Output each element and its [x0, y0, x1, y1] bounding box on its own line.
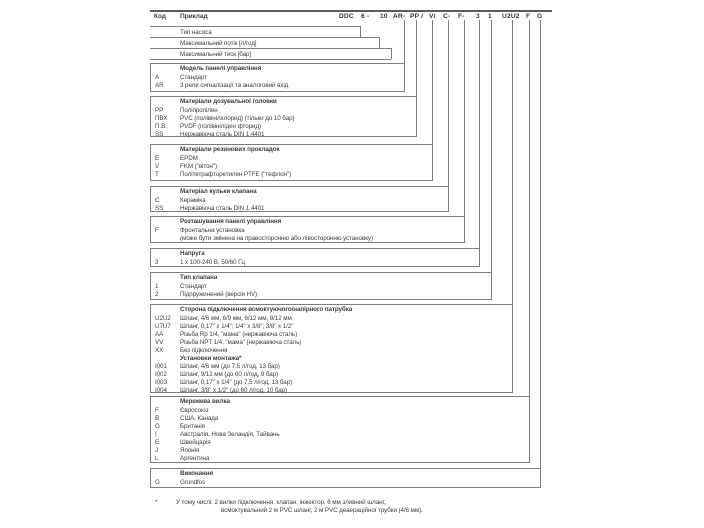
- description-cell: Швейцарія: [180, 438, 211, 446]
- section-dosing-head-materials: [150, 96, 417, 137]
- description-cell: Євросоюз: [180, 406, 209, 414]
- section-title: Тип клапана: [180, 274, 218, 281]
- code-cell: AA: [155, 330, 164, 338]
- key-row: [151, 314, 512, 322]
- code-cell: E: [155, 438, 160, 446]
- description-cell: Без підключення: [180, 346, 228, 354]
- description-cell: Підпружинений (версія HV): [180, 290, 258, 298]
- example-column-header: Приклад: [180, 13, 208, 20]
- code-cell: 3: [155, 258, 159, 266]
- code-cell: U2U2: [155, 314, 171, 322]
- code-cell: C: [155, 196, 160, 204]
- key-row: [151, 478, 540, 486]
- key-row: [151, 162, 432, 170]
- key-row: [151, 290, 491, 298]
- key-row: [151, 170, 432, 178]
- section-panel-position: [150, 216, 465, 243]
- section-gasket-materials: [150, 144, 433, 181]
- code-segment-valve-type: 1: [488, 13, 492, 20]
- description-cell: США, Канада: [180, 414, 219, 422]
- description-cell: 1 x 100-240 В, 50/60 Гц: [180, 258, 245, 266]
- key-row: [151, 386, 512, 394]
- code-column-header: Код: [154, 13, 166, 20]
- key-row: [151, 414, 529, 422]
- max-flow-label: Максимальний потік [л/год]: [180, 39, 257, 47]
- code-segment-connection: U2U2: [502, 13, 520, 20]
- section-title: Матеріали резинових прокладок: [180, 146, 280, 153]
- key-row: [151, 196, 448, 204]
- connector-line: [512, 20, 513, 304]
- connector-line: [540, 20, 541, 468]
- code-cell: V: [155, 162, 160, 170]
- description-cell: Кераміка: [180, 196, 206, 204]
- code-cell: A: [155, 73, 160, 81]
- key-row: [151, 322, 512, 330]
- key-row: [151, 106, 416, 114]
- code-cell: SS: [155, 204, 164, 212]
- section-title: Виконання: [180, 470, 214, 477]
- connector-line: [360, 26, 361, 37]
- code-segment-voltage: 3: [476, 13, 480, 20]
- key-row: [151, 73, 404, 81]
- code-cell: AR: [155, 81, 164, 89]
- description-cell: Аргентина: [180, 454, 210, 462]
- key-row: [151, 234, 464, 242]
- code-cell: B: [155, 414, 160, 422]
- code-cell: 1: [155, 282, 159, 290]
- section-title: Розташування панелі управління: [180, 218, 282, 225]
- connector-line: [416, 20, 417, 96]
- code-segment-flow: 6 -: [361, 13, 370, 20]
- section-title: Матеріал кульки клапана: [180, 188, 257, 195]
- code-cell: J: [155, 446, 159, 454]
- max-pressure-label: Максимальний тиск [бар]: [180, 50, 252, 58]
- description-cell: Стандарт: [180, 73, 207, 81]
- key-row: [151, 226, 464, 234]
- connector-line: [529, 20, 530, 396]
- section-rows: [151, 226, 464, 242]
- description-cell: Шланг, 4/6 мм (до 7,5 л/год, 13 бар): [180, 362, 280, 370]
- connector-line: [491, 20, 492, 272]
- footnote-marker: *: [155, 499, 158, 506]
- top-rule: [150, 10, 552, 12]
- code-cell: I001: [155, 362, 167, 370]
- connector-line: [150, 48, 391, 49]
- description-cell: Нержавіюча сталь DIN 1.4401: [180, 130, 265, 138]
- description-cell: Шланг, 4/6 мм, 6/9 мм, 6/12 мм, 9/12 мм: [180, 314, 292, 322]
- description-cell: (може бути змінена на правосторонню або лівосторонню установку): [180, 234, 373, 242]
- description-cell: PVDF (полівініліден фторид): [180, 122, 262, 130]
- section-title: Сторона підключення всмоктуючого/напірного патрубка: [180, 306, 353, 313]
- code-cell: PP: [155, 106, 164, 114]
- code-cell: T: [155, 170, 159, 178]
- connector-line: [150, 26, 360, 27]
- key-row: [151, 204, 448, 212]
- section-rows: [151, 314, 512, 394]
- section-valve-ball-material: [150, 186, 449, 212]
- connector-line: [404, 20, 405, 63]
- key-row: [151, 114, 416, 122]
- code-segment-pump-type: DDC: [339, 13, 354, 20]
- code-cell: XX: [155, 346, 164, 354]
- key-row: [151, 338, 512, 346]
- key-row: [151, 430, 529, 438]
- section-rows: [151, 258, 479, 266]
- section-voltage: [150, 248, 480, 267]
- code-segment-pressure: 10: [380, 13, 388, 20]
- key-row: [151, 422, 529, 430]
- section-title: Напруга: [180, 250, 205, 257]
- key-row: [151, 378, 512, 386]
- code-cell: VV: [155, 338, 164, 346]
- section-connection-side: [150, 304, 513, 393]
- description-cell: Шланг, 0,17" x 1/4" (до 7,5 л/год, 13 бар): [180, 378, 293, 386]
- description-cell: Шланг, 9/12 мм (до 60 л/год, 9 бар): [180, 370, 279, 378]
- code-cell: L: [155, 454, 159, 462]
- code-cell: G: [155, 422, 160, 430]
- description-cell: Політетрафторетилен PTFE ("тефлон"): [180, 170, 292, 178]
- connector-line: [391, 48, 392, 59]
- connector-line: [379, 37, 380, 48]
- description-cell: Шланг, 0,17" x 1/4"; 1/4" x 3/8"; 3/8" x 1/2": [180, 322, 294, 330]
- description-cell: Стандарт: [180, 282, 207, 290]
- section-rows: [151, 196, 448, 212]
- section-title: Мережева вилка: [180, 398, 230, 405]
- section-rows: [151, 106, 416, 138]
- connector-line: [448, 20, 449, 186]
- key-row: [151, 454, 529, 462]
- section-mains-plug: [150, 396, 530, 463]
- section-title: Модель панелі управління: [180, 65, 262, 72]
- key-row: [151, 370, 512, 378]
- code-cell: 2: [155, 290, 159, 298]
- code-segment-control-panel: AR-: [393, 13, 406, 20]
- description-cell: Різьба Rp 1/4, "мама" (нержавіюча сталь): [180, 330, 298, 338]
- code-cell: SS: [155, 130, 164, 138]
- key-row: [151, 346, 512, 354]
- description-cell: Різьба NPT 1/4, "мама" (нержавіюча сталь): [180, 338, 302, 346]
- code-segment-head-material: PP /: [410, 13, 424, 20]
- code-segment-mains-plug: F: [526, 13, 531, 20]
- section-rows: [151, 406, 529, 462]
- section-rows: [151, 478, 540, 486]
- code-cell: I: [155, 430, 157, 438]
- code-cell: E: [155, 154, 160, 162]
- key-row: [151, 406, 529, 414]
- description-cell: Поліпропілен: [180, 106, 218, 114]
- code-cell: I003: [155, 378, 167, 386]
- subsection-title: Установки монтажа*: [180, 354, 242, 362]
- code-cell: U7U7: [155, 322, 171, 330]
- description-cell: PVC (полівінілхлорид) (тільки до 10 бар): [180, 114, 295, 122]
- code-cell: ПВХ: [155, 114, 168, 122]
- key-row: [151, 354, 512, 362]
- section-control-panel-model: [150, 63, 405, 92]
- key-row: [151, 330, 512, 338]
- description-cell: Нержавіюча сталь DIN 1.4401: [180, 204, 265, 212]
- section-title: Матеріали дозувальної головки: [180, 98, 277, 105]
- connector-line: [150, 37, 379, 38]
- pump-type-label: Тип насоса: [180, 28, 212, 36]
- code-segment-panel-position: F-: [458, 13, 465, 20]
- description-cell: Шланг, 3/8" x 1/2" (до 60 л/год, 10 бар): [180, 386, 288, 394]
- code-cell: F: [155, 226, 159, 234]
- code-segment-ball-material: C-: [443, 13, 451, 20]
- key-row: [151, 362, 512, 370]
- section-valve-type: [150, 272, 492, 300]
- key-row: [151, 282, 491, 290]
- description-cell: Австралія, Нова Зеландія, Тайвань: [180, 430, 280, 438]
- description-cell: Японія: [180, 446, 200, 454]
- key-row: [151, 154, 432, 162]
- description-cell: EPDM: [180, 154, 198, 162]
- code-cell: F: [155, 406, 159, 414]
- section-design: [150, 468, 541, 488]
- connector-line: [479, 20, 480, 248]
- code-cell: G: [155, 478, 160, 486]
- connector-line: [432, 20, 433, 144]
- section-rows: [151, 282, 491, 298]
- code-segment-gasket-material: V/: [429, 13, 436, 20]
- key-row: [151, 446, 529, 454]
- description-cell: 3 реле сигналізації та аналоговий вхід: [180, 81, 289, 89]
- code-cell: I002: [155, 370, 167, 378]
- footnote-line2: всмоктувальний 2 м PVC шланг, 2 м PVC деаераційної трубки (4/6 мм).: [221, 507, 423, 514]
- code-segment-design: G: [537, 13, 543, 20]
- description-cell: Grundfos: [180, 478, 206, 486]
- connector-line: [150, 59, 391, 60]
- key-row: [151, 438, 529, 446]
- code-cell: I004: [155, 386, 167, 394]
- key-row: [151, 130, 416, 138]
- footnote-line1: У тому числі: 2 вилки підключення, клапан, інжектор, 6 мм зливний шланг,: [176, 499, 386, 506]
- key-row: [151, 122, 416, 130]
- key-row: [151, 81, 404, 89]
- code-cell: П.В.: [155, 122, 167, 130]
- description-cell: FKM ("вітон"): [180, 162, 217, 170]
- section-rows: [151, 154, 432, 178]
- description-cell: Британія: [180, 422, 205, 430]
- connector-line: [464, 20, 465, 216]
- key-row: [151, 258, 479, 266]
- section-rows: [151, 73, 404, 89]
- description-cell: Фронтальна установка: [180, 226, 245, 234]
